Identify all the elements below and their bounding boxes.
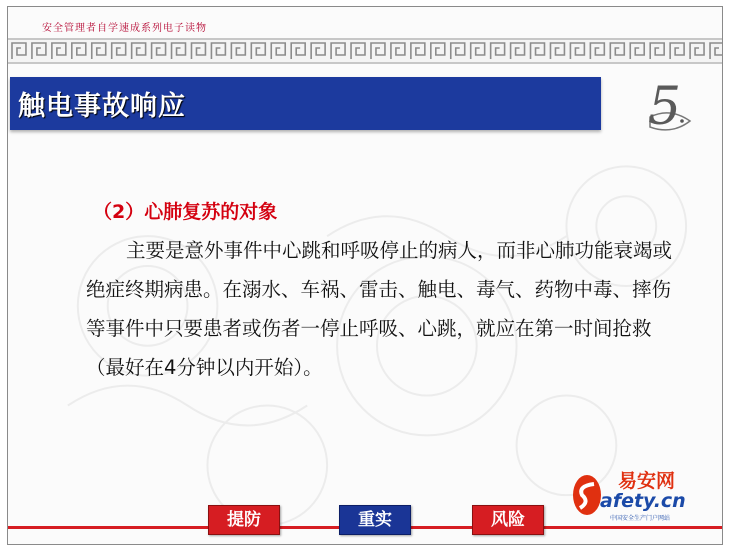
section-heading: （2）心肺复苏的对象 — [93, 201, 278, 223]
logo-tagline: 中国安全生产门户网站 — [610, 515, 671, 522]
slide-title: 触电事故响应 — [18, 91, 186, 122]
logo-name-en: afety.cn — [600, 490, 686, 512]
practice-button[interactable]: 重实 — [339, 505, 411, 535]
logo-s-mark-icon — [570, 472, 604, 518]
chapter-number: 5 — [648, 77, 682, 137]
risk-button[interactable]: 风险 — [472, 505, 544, 535]
series-title: 安全管理者自学速成系列电子读物 — [42, 23, 207, 34]
body-paragraph-container — [86, 231, 686, 387]
greek-key-border — [8, 38, 722, 64]
prevent-button[interactable]: 提防 — [208, 505, 280, 535]
safety-cn-logo[interactable] — [570, 464, 710, 528]
logo-name-cn: 易安网 — [618, 470, 676, 492]
slide — [7, 6, 723, 545]
body-paragraph: 主要是意外事件中心跳和呼吸停止的病人，而非心肺功能衰竭或绝症终期病患。在溺水、车祸、雷击、触电、毒气、药物中毒、摔伤等事件中只要患者或伤者一停止呼吸、心跳，就应在第一时间抢救（最好在4分钟以内开始）。 — [86, 239, 673, 379]
chapter-badge — [642, 77, 702, 139]
title-bar — [10, 77, 601, 130]
